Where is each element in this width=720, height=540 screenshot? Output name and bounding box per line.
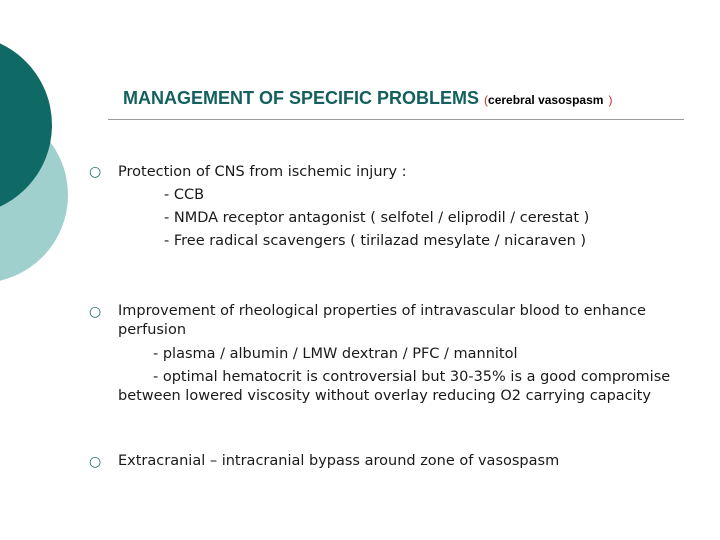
bullet-1-subitem: - CCB	[164, 187, 205, 203]
hollow-circle-bullet-icon: ○	[89, 164, 102, 180]
title-paren-open: (	[484, 93, 489, 107]
hollow-circle-bullet-icon: ○	[89, 304, 102, 320]
title-main: MANAGEMENT OF SPECIFIC PROBLEMS	[123, 88, 480, 108]
hollow-circle-bullet-icon: ○	[89, 454, 102, 470]
bullet-2-text: Improvement of rheological properties of intravascular blood to enhance perfusion	[118, 303, 646, 338]
bullet-1-text: Protection of CNS from ischemic injury :	[118, 164, 407, 180]
title-paren-close: )	[608, 93, 613, 107]
bullet-3-text: Extracranial – intracranial bypass around zone of vasospasm	[118, 453, 560, 469]
bullet-2-subitem: - optimal hematocrit is controversial but 30-35% is a good compromise between lowered viscosity without overlay reducing O2 carrying capacity	[118, 369, 671, 404]
decorative-circles	[0, 0, 80, 290]
title-divider	[108, 119, 684, 120]
bullet-1-subitem: - NMDA receptor antagonist ( selfotel / eliprodil / cerestat )	[164, 210, 590, 226]
title-subtitle: cerebral vasospasm	[488, 93, 604, 107]
bullet-2-subitem: - plasma / albumin / LMW dextran / PFC / mannitol	[153, 346, 518, 362]
bullet-1-subitem: - Free radical scavengers ( tirilazad mesylate / nicaraven )	[164, 233, 587, 249]
slide-title	[123, 88, 612, 109]
